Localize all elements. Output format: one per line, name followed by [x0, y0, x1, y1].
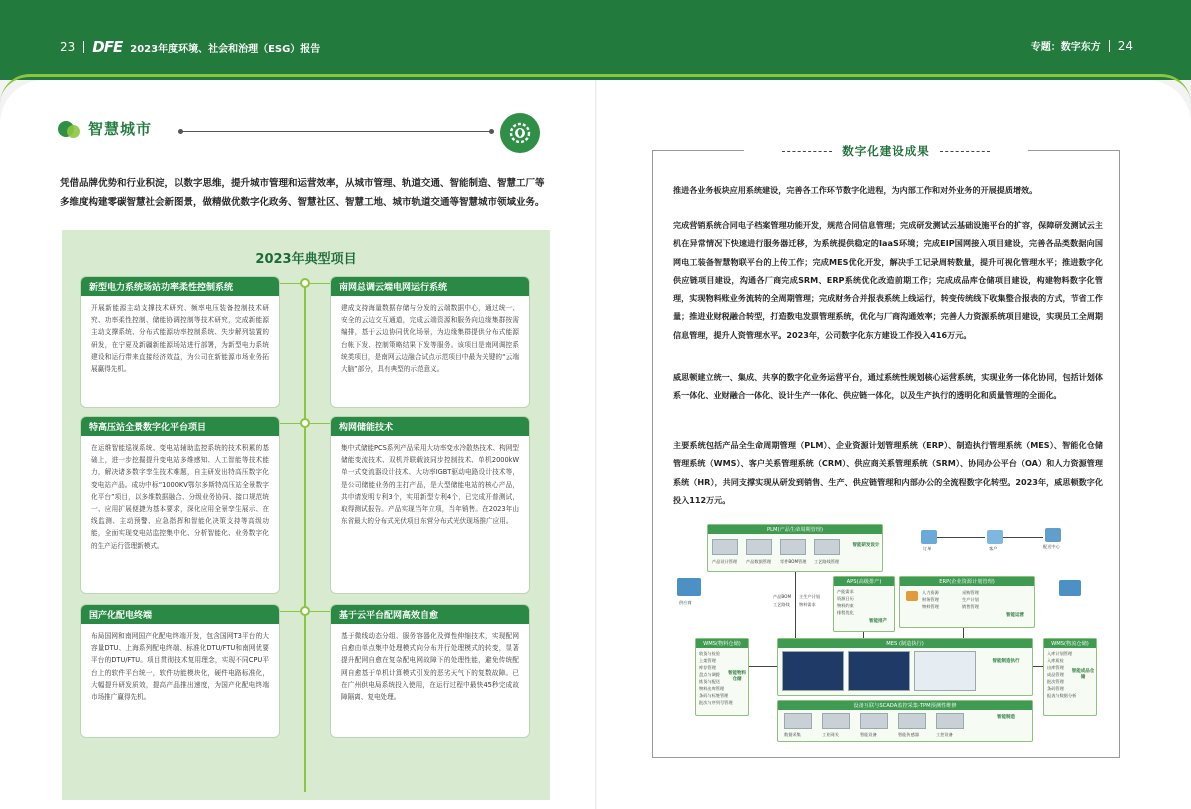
dispatch-label: 配送中心 [1043, 544, 1060, 549]
timeline-node [300, 606, 310, 616]
mes-side-label: 智能制造执行 [992, 659, 1020, 664]
flow-arrow [749, 666, 777, 667]
scada-title: 设备互联与SCADA监控采集-TPM预测性维修 [778, 701, 1032, 710]
flow-arrow [863, 632, 864, 638]
left-page-number: 23 [60, 40, 76, 54]
mes-box [777, 638, 1033, 696]
connector [280, 423, 300, 424]
scada-thumb [936, 713, 964, 729]
results-paragraph: 威思顿建立统一、集成、共享的数字化业务运营平台，通过系统性规划核心运营系统，实现业务一体化协同，包括计划体系一体化、业财融合一体化、设计生产一体化、供应链一体化，以及生产执行的透明化和质量管理的全面化。 [673, 372, 1103, 401]
order-icon [921, 530, 937, 544]
plm-thumb [814, 539, 840, 555]
scada-thumb [784, 713, 812, 729]
typical-projects-panel [62, 230, 550, 800]
wms-left-item: 批次与序列号管理 [699, 700, 733, 705]
scada-item: 智能设备 [860, 732, 877, 737]
wms-right-item: 入库计划管理 [1047, 651, 1073, 656]
mes-title: MES (制造执行) [778, 639, 1032, 648]
wms-right-item: 条码管理 [1047, 686, 1064, 691]
section-rule [178, 131, 494, 132]
project-card [330, 604, 530, 738]
aps-item: 资源日历 [837, 596, 854, 601]
project-card [330, 276, 530, 408]
wms-right-item: 入库质检 [1047, 658, 1064, 663]
wms-left-title: WMS(物料仓储) [696, 639, 748, 648]
project-card-body: 基于微线动态分组、服务容器化及弹性伸缩技术，实现配网自愈由单点集中处理模式向分布并行处理模式的转变，显著提升配网自愈在复杂配电网故障下的处理性能，避免传统配网自愈基于单机计算模式引发的恶劣天气下的复数故障。已在广州供电局系统投入使用，在运行过程中最快45秒完成故障隔离、复电处理。 [341, 632, 519, 702]
scada-side-label: 智能制造 [997, 715, 1015, 720]
erp-item: 人力资源 [922, 590, 939, 595]
wms-right-item: 出库管理 [1047, 665, 1064, 670]
project-card-body: 集中式储能PCS系列产品采用大功率变水冷散热技术、构网型储能变流技术、双机并联载波同步控制技术、单机2000kW单一式变流器设计技术、大功率IGBT驱动电路设计技术等，是公司储能业务的主打产品，是大型储能电站的核心产品，共申请发明专利3个，实用新型专利4个，已完成开普测试，取得测试报告。产品实现当年立项，当年销售。在2023年山东省最大的分布式光伏项目东营分布式光伏现场推广应用。 [341, 444, 519, 526]
aps-title: APS(高级排产) [834, 577, 894, 586]
mes-dashboard [782, 651, 844, 691]
connector [310, 611, 330, 612]
scada-item: 工控设备 [936, 732, 953, 737]
scada-box [777, 700, 1033, 742]
header-right [1031, 38, 1133, 53]
wms-left-side-label: 智能物料仓储 [728, 671, 746, 682]
project-card-title: 基于云平台配网高效自愈 [331, 605, 529, 624]
gear-leaf-icon [500, 113, 540, 153]
supplier-icon [677, 578, 701, 596]
plm-thumb [780, 539, 806, 555]
results-paragraph: 主要系统包括产品全生命周期管理（PLM）、企业资源计划管理系统（ERP）、制造执行管理系统（MES）、智能化仓储管理系统（WMS）、客户关系管理系统（CRM）、供应商关系管理系统（SRM）、协同办公平台（OA）和人力资源管理系统（HR），共同支撑实现从研发到销售、生产、供应链管理和内部办公的全流程数字化转型。2023年，威思顿数字化投入112万元。 [673, 440, 1103, 505]
timeline-spine [304, 282, 306, 792]
timeline-node [300, 278, 310, 288]
scada-thumb [898, 713, 926, 729]
project-card-body: 建成支持海量数据存储与分发的云端数据中心，通过统一、安全的云边交互通道，完成云端资源和服务向边缘集群按需编排，基于云边协同优化场景，为边缘集群提供分布式能源台帐下发、控制策略结果下发等服务。该项目是南网调控系统类项目，是南网云边融合试点示范项目中最为关键的“云端大脑”部分，具有典型的示范意义。 [341, 304, 519, 374]
wms-left-item: 上架管理 [699, 658, 716, 663]
brand-logo-text: DFE [92, 38, 123, 56]
section-heading: 智慧城市 [88, 120, 153, 138]
results-paragraph: 推进各业务板块应用系统建设，完善各工作环节数字化进程，为内部工作和对外业务的开展提质增效。 [673, 185, 1038, 195]
flow-arrow [1003, 537, 1043, 538]
erp-item: 物料管理 [922, 604, 939, 609]
section-bullet-icon [58, 119, 80, 139]
page-fold [595, 80, 597, 809]
plm-side-label: 智能研发设计 [852, 543, 880, 548]
erp-icon [906, 591, 918, 601]
aps-item: 排程优化 [837, 610, 854, 615]
connector [310, 423, 330, 424]
wms-right-box [1043, 638, 1097, 716]
erp-item: 采购管理 [962, 590, 979, 595]
connector [280, 283, 300, 284]
erp-item: 生产计划 [962, 597, 979, 602]
section-intro: 凭借品牌优势和行业积淀，以数字思维，提升城市管理和运营效率，从城市管理、轨道交通、智能制造、智慧工厂等多维度构建零碳智慧社会新图景，做精做优数字化政务、智慧社区、智慧工地、城市轨道交通等智慧城市领域业务。 [60, 178, 545, 208]
flow-arrow [963, 628, 964, 638]
dispatch-icon [1045, 528, 1061, 542]
wms-left-item: 拣货与配送 [699, 679, 720, 684]
aps-item: 物料约束 [837, 603, 854, 608]
scada-item: 智能传感器 [898, 732, 919, 737]
aps-side-label: 智能排产 [869, 619, 887, 624]
project-card-body: 开展新能源主动支撑技术研究、频率电压装备控制技术研究、功率柔性控制、储能协调控制等技术研究，完成新能源主动支撑系统、分布式能源功率控制系统、失步解列装置的研发，在宁夏及新疆新能源场站进行部署，为新型电力系统建设和运行带来直接经济效益，为公司在新能源市场业务拓展赢得先机。 [91, 304, 269, 374]
scada-item: 工业网关 [822, 732, 839, 737]
plm-box [707, 524, 883, 572]
erp-title: ERP(企业资源计划管理) [900, 577, 1034, 586]
aps-item: 产能需求 [837, 589, 854, 594]
flow-arrow [795, 572, 796, 638]
project-card-title: 构网储能技术 [331, 417, 529, 436]
wms-right-item: 成品管理 [1047, 672, 1064, 677]
topic-label: 专题：数字东方 [1030, 42, 1101, 53]
customer-building-icon [1059, 580, 1081, 596]
header-divider [83, 41, 84, 53]
connector [310, 283, 330, 284]
projects-title: 2023年典型项目 [255, 252, 357, 267]
results-heading: 数字化建设成果 [842, 144, 930, 158]
project-card-title: 国产化配电终端 [81, 605, 279, 624]
flow-label: 工艺路线 [773, 602, 790, 607]
mes-dashboard [914, 651, 976, 691]
plm-item: 产品设计管理 [712, 559, 738, 564]
scada-thumb [822, 713, 850, 729]
erp-item: 销售管理 [962, 604, 979, 609]
flow-arrow [1033, 666, 1043, 667]
project-card [330, 416, 530, 594]
wms-left-item: 库存管理 [699, 665, 716, 670]
wms-right-title: WMS(物流仓储) [1044, 639, 1096, 648]
wms-left-item: 条码与标签管理 [699, 693, 729, 698]
timeline-node [300, 418, 310, 428]
customer-label: 客户 [989, 546, 998, 551]
header-left [60, 38, 320, 56]
order-label: 订单 [923, 546, 932, 551]
wms-right-item: 批次管理 [1047, 679, 1064, 684]
title-dash [940, 151, 990, 152]
project-card-body: 布局国网和南网国产化配电终端开发，包含国网T3平台的大容量DTU、上海系列配电终端、标准化DTU/FTU和南网优要平台的DTU/FTU。项目贯彻技术复用理念，实现不同CPU平台上的软件平台统一，软件功能模块化，硬件电路标准化，大幅提升研发质效，提高产品推出速度，为国产化配电终端市场推广赢得先机。 [91, 632, 269, 702]
results-paragraph: 完成营销系统合同电子档案管理功能开发，规范合同信息管理；完成研发测试云基础设施平台的扩容，保障研发测试云主机在异常情况下快速进行服务器迁移，为系统提供稳定的IaaS环境；完成EIP国网接入项目建设，完善各品类数据向国网电工装备智慧物联平台的上传工作；完成MES优化开发，解决手工记录周转数量，提升可视化管理水平；推进数字化供应链项目建设，沟通各厂商完成SRM、ERP系统优化改造前期工作；完成成品库仓储项目建设，构建物料数字化管理，实现物料账业务流转的全周期管理；完成财务合并报表系统上线运行，转变传统线下收集整合报表的方式，节省工作量；推进业财税融合转型，打造数电发票管理系统，优化与厂商沟通效率；完善人力资源系统项目建设，实现员工全周期信息管理，提升人资管理水平。2023年，公司数字化东方建设工作投入416万元。 [673, 220, 1103, 340]
section-title [58, 118, 152, 139]
flow-arrow [937, 537, 985, 538]
flow-label: 物料需求 [799, 602, 816, 607]
project-card-title: 特高压站全景数字化平台项目 [81, 417, 279, 436]
flow-label: 产品BOM [773, 594, 792, 599]
plm-item: 产品数据管理 [746, 559, 772, 564]
scada-item: 数据采集 [784, 732, 801, 737]
erp-item: 财务管理 [922, 597, 939, 602]
plm-item: 工艺路线管理 [814, 559, 840, 564]
project-card-body: 在运维智能巡视系统、变电站辅助监控系统的技术积累的基础上，进一步挖掘提升变电站多维感知、人工智能等技术能力，解决诸多数字孪生技术难题，自主研发出特高压数字化变电站产品。成功中标“1000KV鄂尔多斯特高压站全景数字化平台”项目，以多维数据融合、分级业务协同、接口规范统一、应用扩展便捷为基本要求，深化应用全景孪生展示、在线监测、主动预警、应急指挥和智能化决策支持等高级功能，全面实现变电站监控集中化、分析智能化、业务数字化的生产运行管理新模式。 [91, 444, 269, 550]
erp-box [899, 576, 1035, 628]
wms-left-item: 收货与检验 [699, 651, 720, 656]
wms-right-item: 报表与数据分析 [1047, 693, 1077, 698]
plm-thumb [746, 539, 772, 555]
aps-box [833, 576, 895, 632]
title-dash [782, 151, 832, 152]
plm-title: PLM(产品生命周期管理) [708, 525, 882, 534]
results-title-bar [744, 142, 1028, 160]
plm-item: 零件BOM管理 [780, 559, 807, 564]
right-page-number: 24 [1117, 38, 1133, 53]
wms-left-box [695, 638, 749, 716]
project-card-title: 南网总调云端电网运行系统 [331, 277, 529, 296]
supplier-label: 供应商 [679, 600, 692, 605]
system-architecture-diagram [673, 520, 1103, 745]
customer-icon [987, 530, 1003, 544]
wms-right-side-label: 智能成品仓储 [1071, 669, 1095, 680]
project-card [80, 604, 280, 738]
erp-side-label: 智能运营 [1006, 613, 1024, 618]
brand-logo [92, 38, 122, 56]
project-card [80, 416, 280, 594]
wms-left-item: 盘点与调拨 [699, 672, 720, 677]
connector [280, 611, 300, 612]
project-card [80, 276, 280, 408]
report-title: 2023年度环境、社会和治理（ESG）报告 [130, 43, 321, 55]
mes-dashboard [848, 651, 910, 691]
header-divider [1109, 40, 1110, 52]
flow-label: 主生产计划 [799, 594, 820, 599]
scada-thumb [860, 713, 888, 729]
plm-thumb [712, 539, 738, 555]
wms-left-item: 物料出库管理 [699, 686, 725, 691]
project-card-title: 新型电力系统场站功率柔性控制系统 [81, 277, 279, 296]
